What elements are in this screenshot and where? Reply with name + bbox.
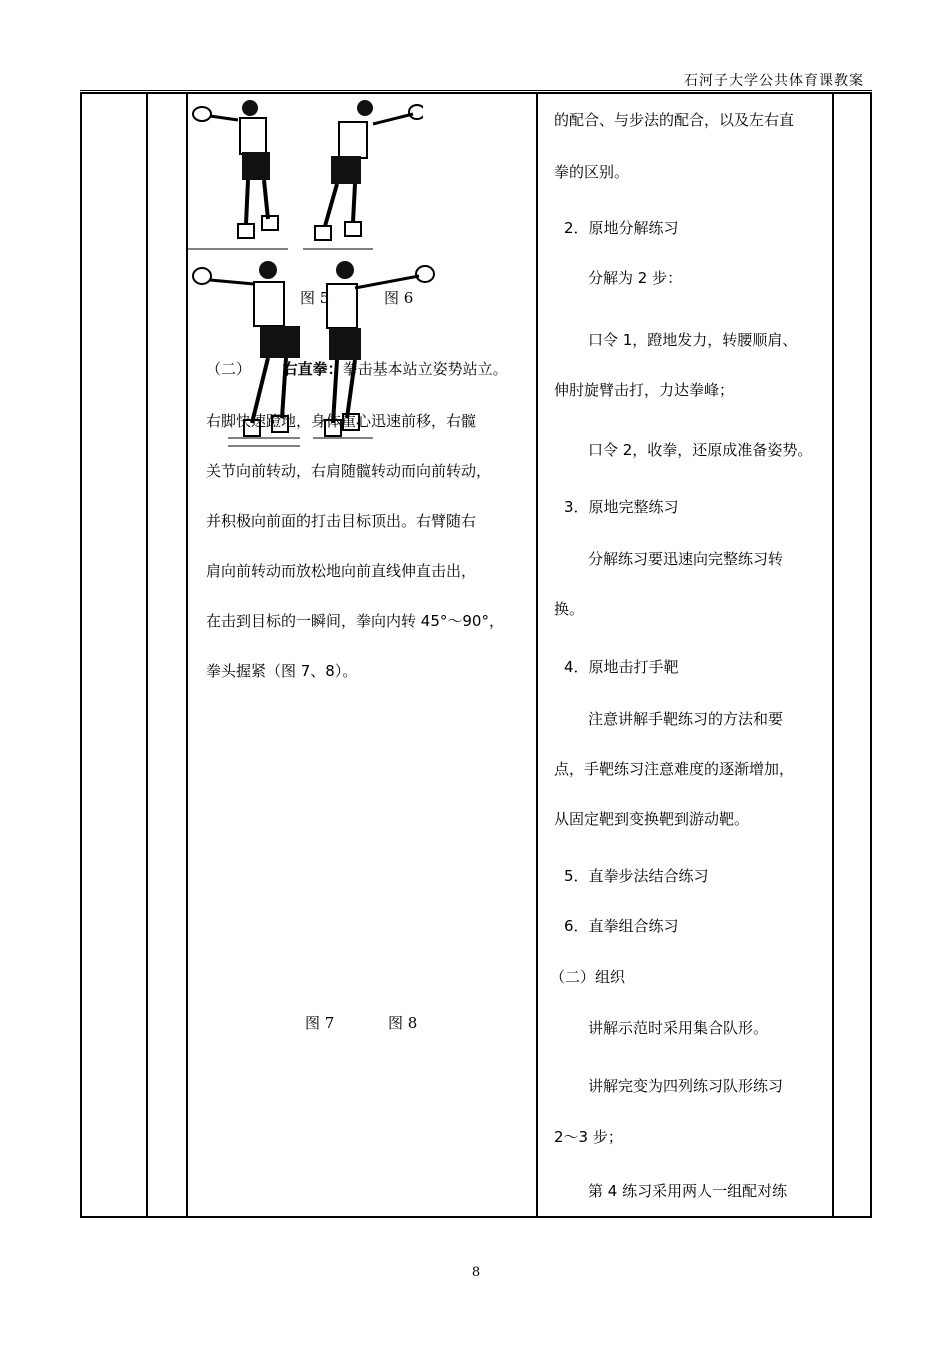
page-number: 8 (471, 1265, 481, 1280)
right-line-10: 换。 (554, 600, 585, 618)
header-rule (80, 90, 872, 91)
right-line-16: 6．直拳组合练习 (564, 917, 679, 935)
right-line-19: 讲解完变为四列练习队形练习 (588, 1077, 784, 1095)
section-title: 右直拳： (282, 360, 343, 378)
paragraph-line-2: 右脚快速蹬地，身体重心迅速前移，右髋 (206, 412, 477, 430)
right-line-9: 分解练习要迅速向完整练习转 (588, 550, 784, 568)
right-line-1: 的配合、与步法的配合，以及左右直 (554, 111, 795, 129)
figure-6-boxer-illustration (303, 94, 423, 254)
right-line-4: 分解为 2 步： (588, 269, 683, 287)
figure-5-boxer-illustration (188, 94, 298, 254)
table-cell-empty-1 (81, 93, 147, 1217)
right-line-20: 2～3 步； (554, 1128, 623, 1146)
paragraph-line-3: 关节向前转动，右肩随髋转动而向前转动， (206, 462, 492, 480)
content-cell-left (187, 93, 537, 1217)
table-cell-empty-2 (147, 93, 187, 1217)
right-line-14: 从固定靶到变换靶到游动靶。 (554, 810, 750, 828)
right-line-2: 拳的区别。 (554, 163, 630, 181)
paragraph-line-7: 拳头握紧（图 7、8）。 (206, 662, 358, 680)
right-line-21: 第 4 练习采用两人一组配对练 (588, 1182, 788, 1200)
section-heading-line (206, 359, 508, 379)
figure-8-caption: 图 8 (388, 1014, 418, 1032)
right-line-6: 伸肘旋臂击打，力达拳峰； (554, 381, 735, 399)
right-line-3: 2．原地分解练习 (564, 219, 679, 237)
table-cell-empty-5 (833, 93, 871, 1217)
document-header-title: 石河子大学公共体育课教案 (684, 73, 864, 89)
figure-5-caption: 图 5 (300, 289, 330, 307)
lesson-table (80, 92, 872, 1218)
figure-6-caption: 图 6 (384, 289, 414, 307)
paragraph-line-5: 肩向前转动而放松地向前直线伸直击出， (206, 562, 477, 580)
paragraph-line-4: 并积极向前面的打击目标顶出。右臂随右 (206, 512, 477, 530)
paragraph-line-1: 拳击基本站立姿势站立。 (342, 360, 508, 378)
right-line-12: 注意讲解手靶练习的方法和要 (588, 710, 784, 728)
paragraph-line-6: 在击到目标的一瞬间，拳向内转 45°～90°， (206, 612, 504, 630)
right-line-15: 5．直拳步法结合练习 (564, 867, 709, 885)
right-line-5: 口令 1，蹬地发力，转腰顺肩、 (588, 331, 798, 349)
content-cell-right (537, 93, 833, 1217)
section-heading: （二） (206, 360, 252, 378)
right-line-13: 点，手靶练习注意难度的逐渐增加， (554, 760, 795, 778)
right-line-7: 口令 2，收拳，还原成准备姿势。 (588, 441, 813, 459)
right-line-8: 3．原地完整练习 (564, 498, 679, 516)
figure-7-caption: 图 7 (305, 1014, 335, 1032)
right-line-18: 讲解示范时采用集合队形。 (588, 1019, 769, 1037)
right-line-11: 4．原地击打手靶 (564, 658, 679, 676)
right-line-17: （二）组织 (550, 968, 626, 986)
